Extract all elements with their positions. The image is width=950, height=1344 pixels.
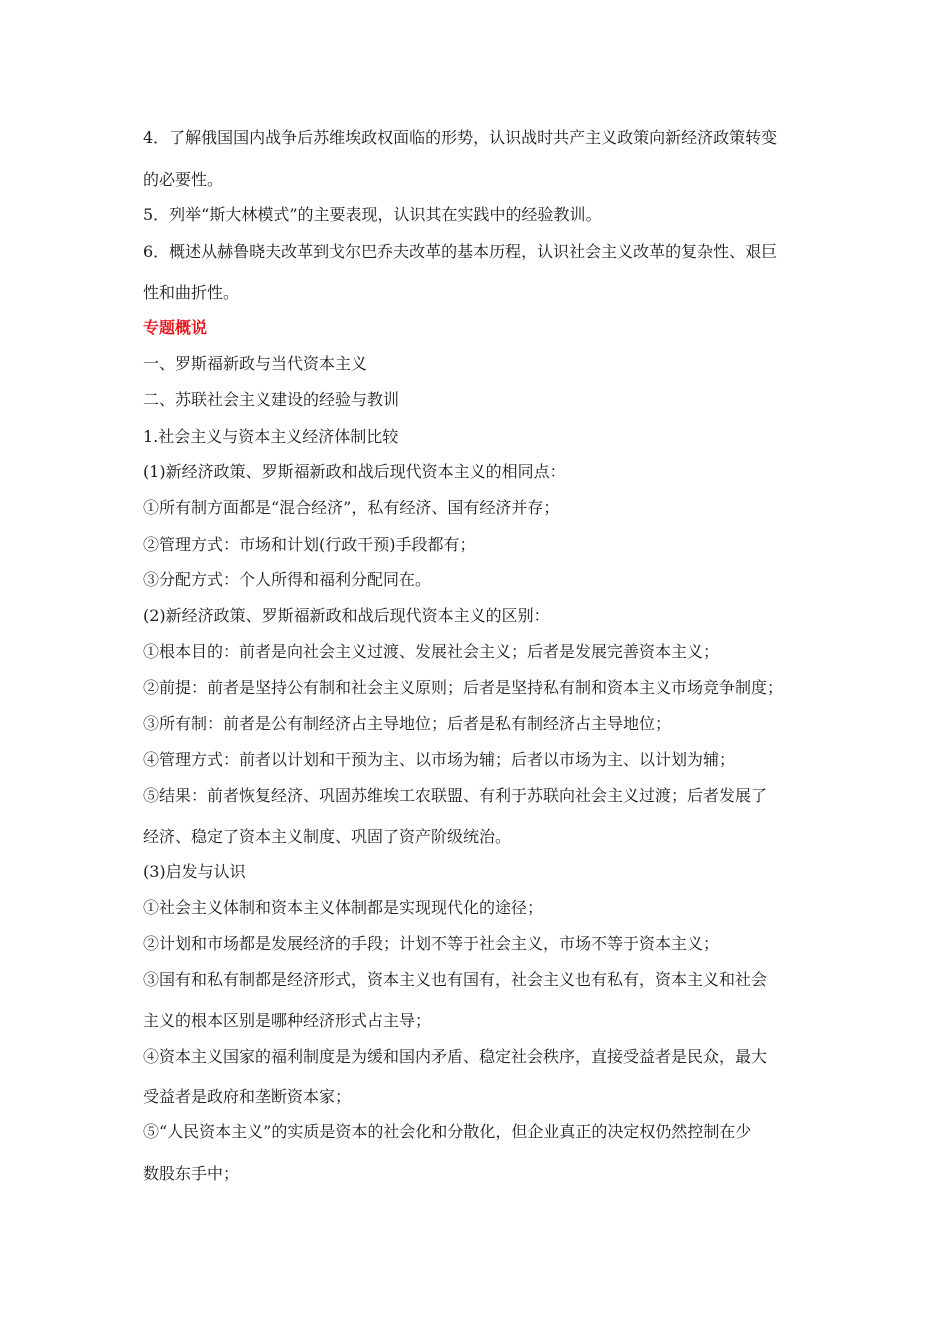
objective-6-line-2: 性和曲折性。 [143, 283, 240, 302]
insight-3-line-1: ③国有和私有制都是经济形式，资本主义也有国有，社会主义也有私有，资本主义和社会 [143, 970, 768, 989]
insight-5-line-1: ⑤“人民资本主义”的实质是资本的社会化和分散化，但企业真正的决定权仍然控制在少 [143, 1122, 752, 1141]
overview-part-2: 二、苏联社会主义建设的经验与教训 [143, 390, 400, 409]
insight-5-line-2: 数股东手中； [143, 1164, 240, 1183]
insight-2: ②计划和市场都是发展经济的手段；计划不等于社会主义，市场不等于资本主义； [143, 934, 720, 953]
insight-3-line-2: 主义的根本区别是哪种经济形式占主导； [143, 1011, 432, 1030]
difference-5-line-1: ⑤结果：前者恢复经济、巩固苏维埃工农联盟、有利于苏联向社会主义过渡；后者发展了 [143, 786, 768, 805]
objective-6-line-1: 6．概述从赫鲁晓夫改革到戈尔巴乔夫改革的基本历程，认识社会主义改革的复杂性、艰巨 [143, 242, 778, 261]
objective-4-line-2: 的必要性。 [143, 170, 224, 189]
insight-4-line-1: ④资本主义国家的福利制度是为缓和国内矛盾、稳定社会秩序，直接受益者是民众，最大 [143, 1047, 768, 1066]
objective-5: 5．列举“斯大林模式”的主要表现，认识其在实践中的经验教训。 [143, 205, 602, 224]
differences-heading: (2)新经济政策、罗斯福新政和战后现代资本主义的区别： [143, 606, 550, 625]
similarity-3: ③分配方式：个人所得和福利分配同在。 [143, 570, 432, 589]
insight-1: ①社会主义体制和资本主义体制都是实现现代化的途径； [143, 898, 544, 917]
difference-5-line-2: 经济、稳定了资本主义制度、巩固了资产阶级统治。 [143, 827, 512, 846]
objective-4-line-1: 4．了解俄国国内战争后苏维埃政权面临的形势，认识战时共产主义政策向新经济政策转变 [143, 128, 778, 147]
similarities-heading: (1)新经济政策、罗斯福新政和战后现代资本主义的相同点： [143, 462, 566, 481]
difference-2: ②前提：前者是坚持公有制和社会主义原则；后者是坚持私有制和资本主义市场竞争制度； [143, 678, 784, 697]
difference-4: ④管理方式：前者以计划和干预为主、以市场为辅；后者以市场为主、以计划为辅； [143, 750, 736, 769]
overview-part-1: 一、罗斯福新政与当代资本主义 [143, 354, 368, 373]
insights-heading: (3)启发与认识 [143, 862, 246, 881]
overview-item-1: 1.社会主义与资本主义经济体制比较 [143, 427, 399, 446]
similarity-2: ②管理方式：市场和计划(行政干预)手段都有； [143, 535, 476, 554]
similarity-1: ①所有制方面都是“混合经济”，私有经济、国有经济并存； [143, 498, 560, 517]
section-heading: 专题概说 [143, 318, 208, 337]
difference-1: ①根本目的：前者是向社会主义过渡、发展社会主义；后者是发展完善资本主义； [143, 642, 720, 661]
difference-3: ③所有制：前者是公有制经济占主导地位；后者是私有制经济占主导地位； [143, 714, 672, 733]
insight-4-line-2: 受益者是政府和垄断资本家； [143, 1087, 352, 1106]
